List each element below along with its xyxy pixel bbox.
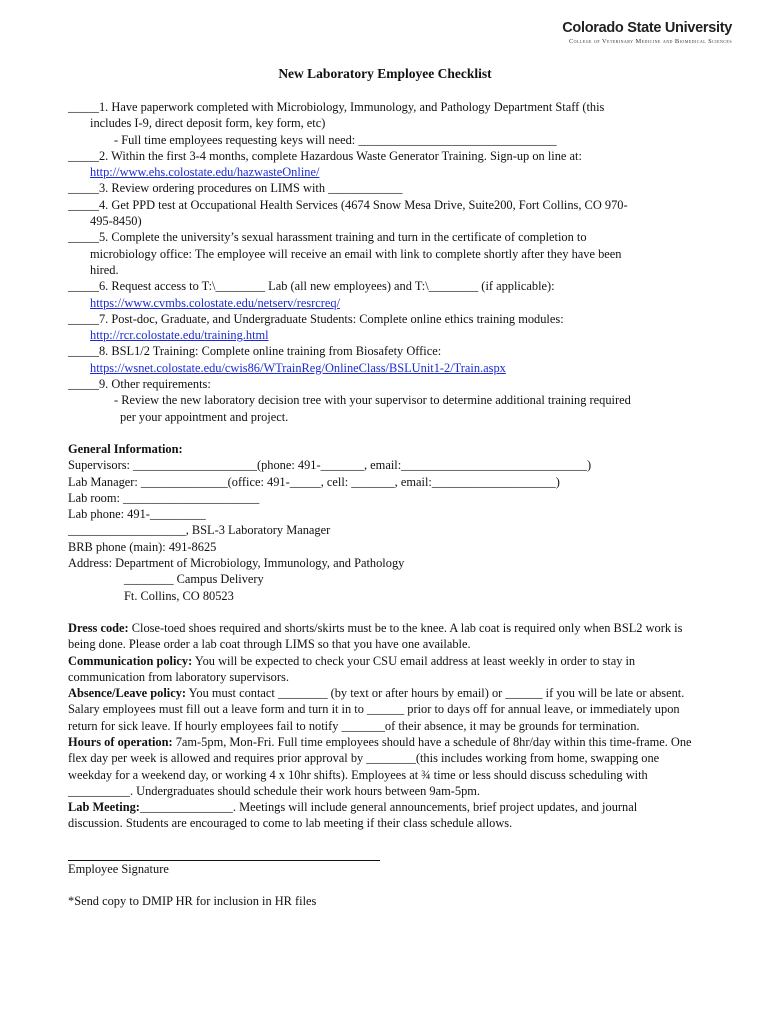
lab-room-line: Lab room: ______________________ — [68, 490, 260, 505]
campus-delivery-line: ________ Campus Delivery — [124, 572, 264, 587]
page-title: New Laboratory Employee Checklist — [278, 66, 492, 81]
hr-copy-note: *Send copy to DMIP HR for inclusion in HR files — [68, 894, 317, 909]
checklist-item-6: _____6. Request access to T:\________ Lab (all new employees) and T:\________ (if applicable): — [68, 279, 555, 294]
checklist-item-3: _____3. Review ordering procedures on LIMS with ____________ — [68, 181, 403, 196]
csu-logo — [562, 20, 732, 45]
hours-text: 7am-5pm, Mon-Fri. Full time employees should have a schedule of 8hr/day within this time-frame. One flex day per week is allowed and requires prior approval by ________(this includes working from home, swapping one weekday for a weekend day, or working 4 x 10hr shifts). Employees at ¾ time or less should discuss scheduling with __________. Undergraduates should schedule their work hours between 9am-5pm. — [68, 734, 692, 798]
lab-meeting-paragraph — [68, 799, 693, 832]
checklist-item-5: _____5. Complete the university’s sexual harassment training and turn in the certificate of completion to — [68, 230, 587, 245]
checklist — [68, 99, 693, 425]
city-line: Ft. Collins, CO 80523 — [124, 588, 234, 603]
biosafety-training-link[interactable]: https://wsnet.colostate.edu/cwis86/WTrainReg/OnlineClass/BSLUnit1-2/Train.aspx — [90, 360, 506, 375]
hours-label: Hours of operation: — [68, 734, 173, 749]
dress-code-text: Close-toed shoes required and shorts/skirts must be to the knee. A lab coat is required only when BSL2 work is being done. Please order a lab coat through LIMS so that you have one available. — [68, 620, 683, 652]
lab-meeting-label: Lab Meeting: — [68, 800, 140, 815]
checklist-item-2: _____2. Within the first 3-4 months, complete Hazardous Waste Generator Training. Sign-up on line at: — [68, 148, 582, 163]
general-info-heading: General Information: — [68, 441, 183, 456]
signature-line[interactable] — [68, 844, 380, 861]
employee-signature-label: Employee Signature — [68, 861, 169, 876]
general-information — [68, 441, 693, 604]
checklist-item-4: _____4. Get PPD test at Occupational Health Services (4674 Snow Mesa Drive, Suite200, Fort Collins, CO 970- — [68, 197, 628, 212]
hours-paragraph — [68, 734, 693, 799]
communication-policy-text: You will be expected to check your CSU email address at least weekly in order to stay in communication from laboratory supervisors. — [68, 653, 636, 684]
checklist-item-8: _____8. BSL1/2 Training: Complete online training from Biosafety Office: — [68, 344, 442, 359]
communication-policy-label: Communication policy: — [68, 653, 193, 668]
absence-policy-text: You must contact ________ (by text or after hours by email) or ______ if you will be late or absent. Salary employees must fill out a leave form and turn it in to ______ prior to days off for annual leave, or immediately upon return for sick leave. If hourly employees fail to notify _______of their absence, it may be grounds for termination. — [68, 686, 685, 733]
lab-phone-line: Lab phone: 491-_________ — [68, 507, 206, 522]
checklist-item-9-cont2: per your appointment and project. — [120, 409, 289, 424]
checklist-item-1: _____1. Have paperwork completed with Microbiology, Immunology, and Pathology Department Staff (this — [68, 100, 605, 114]
absence-policy-paragraph — [68, 685, 693, 734]
checklist-item-9-cont: - Review the new laboratory decision tree with your supervisor to determine additional training required — [114, 393, 631, 408]
checklist-item-1-keys: - Full time employees requesting keys will need: ________________________________ — [114, 132, 557, 147]
ethics-training-link[interactable]: http://rcr.colostate.edu/training.html — [90, 328, 269, 343]
hazwaste-link[interactable]: http://www.ehs.colostate.edu/hazwasteOnline/ — [90, 165, 320, 180]
college-name: College of Veterinary Medicine and Biomedical Sciences — [568, 38, 732, 45]
checklist-item-5-cont: microbiology office: The employee will receive an email with link to complete shortly after they have been — [90, 246, 622, 261]
supervisors-line: Supervisors: ____________________(phone: 491-_______, email:______________________________) — [68, 458, 592, 473]
lab-meeting-text: _______________. Meetings will include general announcements, brief project updates, and journal discussion. Students are encouraged to come to lab meeting if their class schedule allows. — [68, 800, 638, 831]
dress-code-label: Dress code: — [68, 620, 129, 635]
address-line: Address: Department of Microbiology, Immunology, and Pathology — [68, 556, 405, 571]
resource-request-link[interactable]: https://www.cvmbs.colostate.edu/netserv/resrcreq/ — [90, 295, 341, 310]
checklist-item-9: _____9. Other requirements: — [68, 377, 211, 392]
communication-policy-paragraph — [68, 653, 693, 686]
bsl3-manager-line: ___________________, BSL-3 Laboratory Manager — [68, 523, 331, 538]
checklist-item-5-cont2: hired. — [90, 262, 119, 277]
checklist-item-1-cont: includes I-9, direct deposit form, key form, etc) — [90, 116, 326, 131]
checklist-item-7: _____7. Post-doc, Graduate, and Undergraduate Students: Complete online ethics training modules: — [68, 311, 564, 326]
brb-phone-line: BRB phone (main): 491-8625 — [68, 539, 217, 554]
checklist-item-4-cont: 495-8450) — [90, 214, 142, 229]
document-body — [68, 99, 693, 909]
policies — [68, 620, 693, 832]
dress-code-paragraph — [68, 620, 693, 653]
absence-policy-label: Absence/Leave policy: — [68, 686, 187, 701]
university-name: Colorado State University — [562, 20, 732, 36]
lab-manager-line: Lab Manager: ______________(office: 491-_____, cell: _______, email:____________________) — [68, 474, 560, 489]
